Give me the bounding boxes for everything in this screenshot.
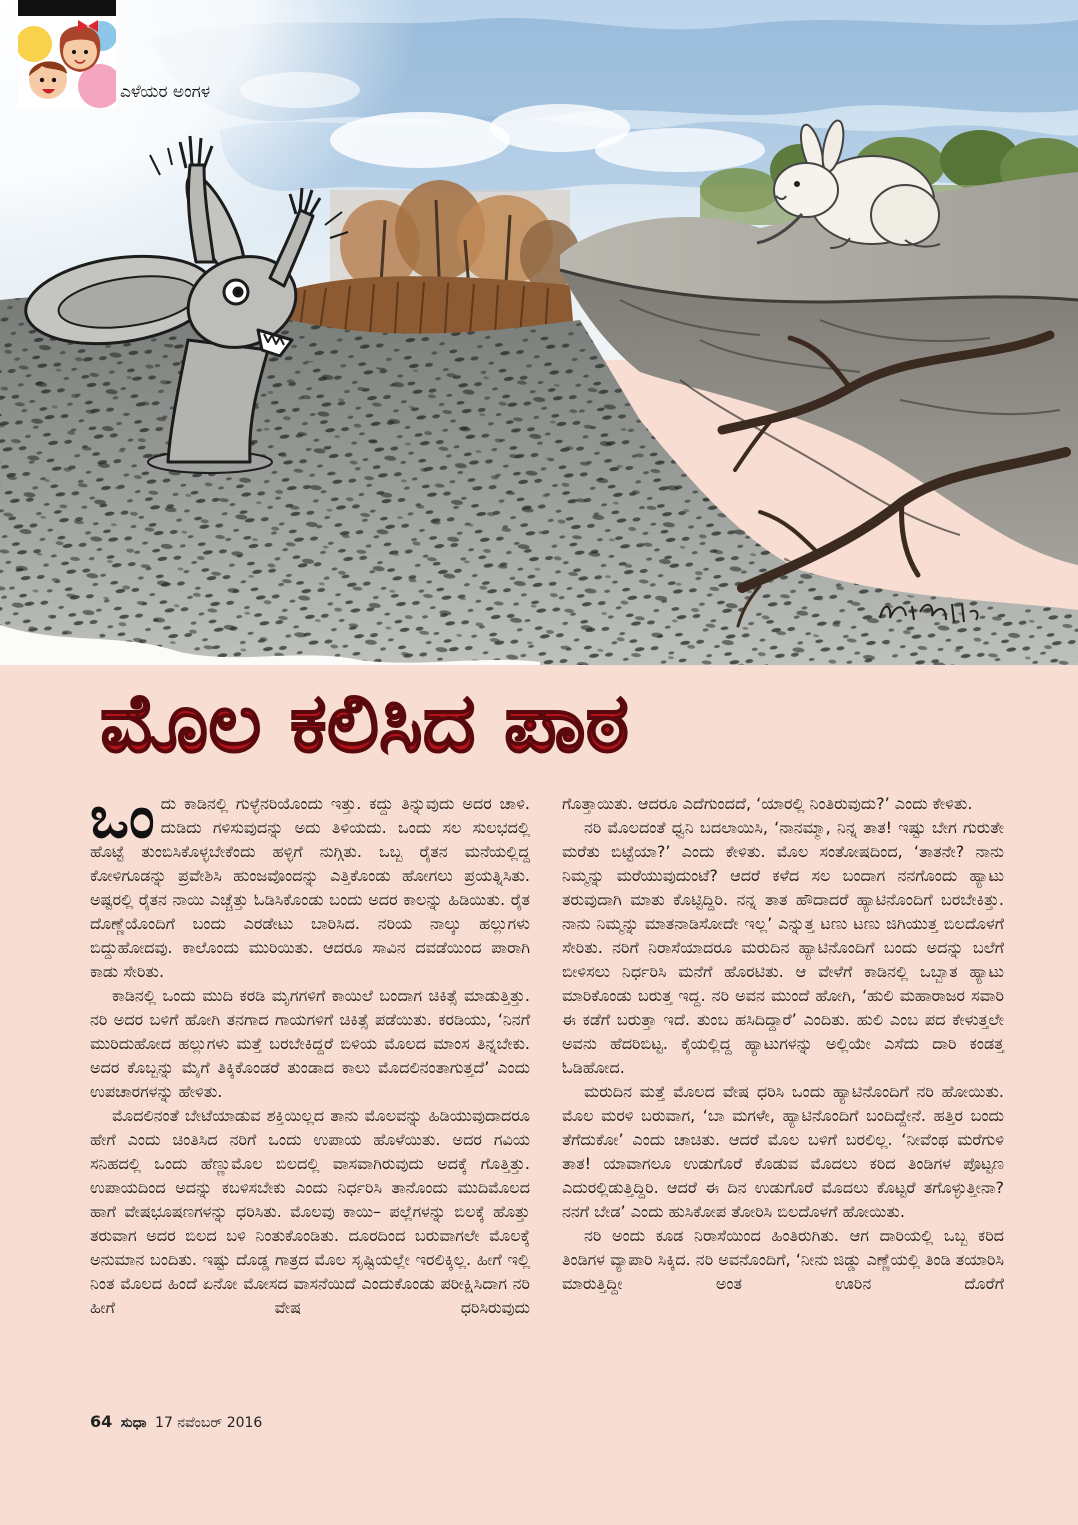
section-label: ಎಳೆಯರ ಅಂಗಳ (120, 82, 211, 102)
article-title: ಮೊಲ ಕಲಿಸಿದ ಪಾಠ (100, 675, 630, 771)
text-column-left (90, 783, 530, 1320)
paragraph: ಮೊದಲಿನಂತೆ ಬೇಟೆಯಾಡುವ ಶಕ್ತಿಯಿಲ್ಲದ ತಾನು ಮೊಲವನ್ನು ಹಿಡಿಯುವುದಾದರೂ ಹೇಗೆ ಎಂದು ಚಿಂತಿಸಿದ ನರಿಗೆ ಒಂದು ಉಪಾಯ ಹೊಳೆಯಿತು. ಅದರ ಗವಿಯ ಸನಿಹದಲ್ಲಿ ಒಂದು ಹೆಣ್ಣುಮೊಲ ಬಿಲದಲ್ಲಿ ವಾಸವಾಗಿರುವುದು ಅದಕ್ಕೆ ಗೊತ್ತಿತ್ತು. ಉಪಾಯದಿಂದ ಅದನ್ನು ಕಬಳಿಸಬೇಕು ಎಂದು ನಿರ್ಧರಿಸಿ ತಾನೊಂದು ಮುದಿಮೊಲದ ಹಾಗೆ ವೇಷಭೂಷಣಗಳನ್ನು ಧರಿಸಿತು. ಮೊಲವು ಕಾಯಿ– ಪಲ್ಲೆಗಳನ್ನು ಬಿಲಕ್ಕೆ ಹೊತ್ತು ತರುವಾಗ ಅದರ ಬಿಲದ ಬಳಿ ನಿಂತುಕೊಂಡಿತು. ದೂರದಿಂದ ಬರುವಾಗಲೇ ಮೊಲಕ್ಕೆ ಅನುಮಾನ ಬಂದಿತು. ಇಷ್ಟು ದೊಡ್ಡ ಗಾತ್ರದ ಮೊಲ ಸೃಷ್ಟಿಯಲ್ಲೇ ಇರಲಿಕ್ಕಿಲ್ಲ. ಹೀಗೆ ಇಲ್ಲಿ ನಿಂತ ಮೊಲದ ಹಿಂದೆ ಏನೋ ಮೋಸದ ವಾಸನೆಯಿದೆ ಎಂದುಕೊಂಡು ಪರೀಕ್ಷಿಸಿದಾಗ ನರಿ ಹೀಗೆ ವೇಷ ಧರಿಸಿರುವುದು (90, 1106, 530, 1317)
paragraph: ಕಾಡಿನಲ್ಲಿ ಒಂದು ಮುದಿ ಕರಡಿ ಮೃಗಗಳಿಗೆ ಕಾಯಿಲೆ ಬಂದಾಗ ಚಿಕಿತ್ಸೆ ಮಾಡುತ್ತಿತ್ತು. ನರಿ ಅದರ ಬಳಿಗೆ ಹೋಗಿ ತನಗಾದ ಗಾಯಗಳಿಗೆ ಚಿಕಿತ್ಸೆ ಪಡೆಯಿತು. ಕರಡಿಯು, ‘ನಿನಗೆ ಮುರಿದುಹೋದ ಹಲ್ಲುಗಳು ಮತ್ತೆ ಬರಬೇಕಿದ್ದರೆ ಬಿಳಿಯ ಮೊಲದ ಮಾಂಸ ತಿನ್ನಬೇಕು. ಅದರ ಕೊಬ್ಬನ್ನು ಮೈಗೆ ತಿಕ್ಕಿಕೊಂಡರೆ ತುಂಡಾದ ಕಾಲು ಮೊದಲಿನಂತಾಗುತ್ತದೆ’ ಎಂದು ಉಪಚಾರಗಳನ್ನು ಹೇಳಿತು. (90, 986, 530, 1101)
paragraph: ಮರುದಿನ ಮತ್ತೆ ಮೊಲದ ವೇಷ ಧರಿಸಿ ಒಂದು ಹ್ಯಾಟಿನೊಂದಿಗೆ ನರಿ ಹೋಯಿತು. ಮೊಲ ಮರಳಿ ಬರುವಾಗ, ‘ಬಾ ಮಗಳೇ, ಹ್ಯಾಟಿನೊಂದಿಗೆ ಬಂದಿದ್ದೇನೆ. ಹತ್ತಿರ ಬಂದು ತೆಗೆದುಕೋ’ ಎಂದು ಚಾಚಿತು. ಆದರೆ ಮೊಲ ಬಳಿಗೆ ಬರಲಿಲ್ಲ. ‘ನೀವೆಂಥ ಮರೆಗುಳಿ ತಾತ! ಯಾವಾಗಲೂ ಉಡುಗೊರೆ ಕೊಡುವ ಮೊದಲು ಕರಿದ ತಿಂಡಿಗಳ ಪೊಟ್ಟಣ ಎದುರಲ್ಲಿಡುತ್ತಿದ್ದಿರಿ. ಆದರೆ ಈ ದಿನ ಉಡುಗೊರೆ ಮೊದಲು ಕೊಟ್ಟರೆ ತಗೊಳ್ಳುತ್ತೀನಾ? ನನಗೆ ಬೇಡ’ ಎಂದು ಹುಸಿಕೋಪ ತೋರಿಸಿ ಬಿಲದೊಳಗೆ ಹೋಯಿತು. (562, 1082, 1004, 1221)
page-footer (90, 1412, 262, 1431)
paragraph (90, 783, 530, 984)
paragraph: ನರಿ ಮೊಲದಂತೆ ಧ್ವನಿ ಬದಲಾಯಿಸಿ, ‘ನಾನಮ್ಮಾ, ನಿನ್ನ ತಾತ! ಇಷ್ಟು ಬೇಗ ಗುರುತೇ ಮರೆತು ಬಿಟ್ಟೆಯಾ?’ ಎಂದು ಕೇಳಿತು. ಮೊಲ ಸಂತೋಷದಿಂದ, ‘ತಾತನೇ? ನಾನು ನಿಮ್ಮನ್ನು ಮರೆಯುವುದುಂಟೆ? ಆದರೆ ಕಳೆದ ಸಲ ಬಂದಾಗ ನನಗೊಂದು ಹ್ಯಾಟು ತರುವುದಾಗಿ ಮಾತು ಕೊಟ್ಟಿದ್ದಿರಿ. ನನ್ನ ತಾತ ಹೌದಾದರೆ ಹ್ಯಾಟಿನೊಂದಿಗೆ ಬರಬೇಕಿತ್ತು. ನಾನು ನಿಮ್ಮನ್ನು ಮಾತನಾಡಿಸೋದೇ ಇಲ್ಲ’ ಎನ್ನುತ್ತ ಟಣು ಟಣು ಜಿಗಿಯುತ್ತ ಬಿಲದೊಳಗೆ ಸೇರಿತು. ನರಿಗೆ ನಿರಾಸೆಯಾದರೂ ಮರುದಿನ ಹ್ಯಾಟಿನೊಂದಿಗೆ ಬಂದು ಅದನ್ನು ಬಲೆಗೆ ಬೀಳಿಸಲು ನಿರ್ಧರಿಸಿ ಮನೆಗೆ ಹೊರಟಿತು. ಆ ವೇಳೆಗೆ ಕಾಡಿನಲ್ಲಿ ಒಬ್ಬಾತ ಹ್ಯಾಟು ಮಾರಿಕೊಂಡು ಬರುತ್ತ ಇದ್ದ. ನರಿ ಅವನ ಮುಂದೆ ಹೋಗಿ, ‘ಹುಲಿ ಮಹಾರಾಜರ ಸವಾರಿ ಈ ಕಡೆಗೆ ಬರುತ್ತಾ ಇದೆ. ತುಂಬ ಹಸಿದಿದ್ದಾರೆ’ ಎಂದಿತು. ಹುಲಿ ಎಂಬ ಪದ ಕೇಳುತ್ತಲೇ ಅವನು ಹೆದರಿಬಿಟ್ಟ. ಕೈಯಲ್ಲಿದ್ದ ಹ್ಯಾಟುಗಳನ್ನು ಅಲ್ಲಿಯೇ ಎಸೆದು ದಾರಿ ಕಂಡತ್ತ ಓಡಿಹೋದ. (562, 818, 1004, 1077)
paragraph-text: ದು ಕಾಡಿನಲ್ಲಿ ಗುಳ್ಳೆನರಿಯೊಂದು ಇತ್ತು. ಕದ್ದು ತಿನ್ನುವುದು ಅದರ ಚಾಳಿ. ದುಡಿದು ಗಳಿಸುವುದನ್ನು ಅದು ತಿಳಿಯದು. ಒಂದು ಸಲ ಸುಲಭದಲ್ಲಿ ಹೊಟ್ಟೆ ತುಂಬಿಸಿಕೊಳ್ಳಬೇಕೆಂದು ಹಳ್ಳಿಗೆ ನುಗ್ಗಿತು. ಒಬ್ಬ ರೈತನ ಮನೆಯಲ್ಲಿದ್ದ ಕೋಳಿಗೂಡನ್ನು ಪ್ರವೇಶಿಸಿ ಹುಂಜವೊಂದನ್ನು ಎತ್ತಿಕೊಂಡು ಹೋಗಲು ಪ್ರಯತ್ನಿಸಿತು. ಅಷ್ಟರಲ್ಲಿ ರೈತನ ನಾಯಿ ಎಚ್ಚೆತ್ತು ಓಡಿಸಿಕೊಂಡು ಬಂದು ಅದರ ಕಾಲನ್ನು ಹಿಡಿಯಿತು. ರೈತ ದೊಣ್ಣೆಯೊಂದಿಗೆ ಬಂದು ಎರಡೇಟು ಬಾರಿಸಿದ. ನರಿಯ ನಾಲ್ಕು ಹಲ್ಲುಗಳು ಬಿದ್ದುಹೋದವು. ಕಾಲೊಂದು ಮುರಿಯಿತು. ಆದರೂ ಸಾವಿನ ದವಡೆಯಿಂದ ಪಾರಾಗಿ ಕಾಡು ಸೇರಿತು. (90, 794, 530, 981)
paragraph: ನರಿ ಅಂದು ಕೂಡ ನಿರಾಸೆಯಿಂದ ಹಿಂತಿರುಗಿತು. ಆಗ ದಾರಿಯಲ್ಲಿ ಒಬ್ಬ ಕರಿದ ತಿಂಡಿಗಳ ವ್ಯಾಪಾರಿ ಸಿಕ್ಕಿದ. ನರಿ ಅವನೊಂದಿಗೆ, ‘ನೀನು ಜಿಡ್ಡು ಎಣ್ಣೆಯಲ್ಲಿ ತಿಂಡಿ ತಯಾರಿಸಿ ಮಾರುತ್ತಿದ್ದೀ ಅಂತ ಊರಿನ ದೊರೆಗೆ (562, 1226, 1004, 1293)
issue-date: 17 ನವೆಂಬರ್ 2016 (155, 1415, 263, 1431)
magazine-name: ಸುಧಾ (120, 1415, 147, 1431)
drop-cap: ಒಂ (90, 783, 155, 851)
text-column-right (562, 792, 1004, 1296)
page-number: 64 (90, 1412, 113, 1431)
paragraph-continued: ಗೊತ್ತಾಯಿತು. ಆದರೂ ಎದೆಗುಂದದೆ, ‘ಯಾರಲ್ಲಿ ನಿಂತಿರುವುದು?’ ಎಂದು ಕೇಳಿತು. (562, 794, 973, 813)
boy-face-icon (29, 61, 67, 99)
section-logo (18, 0, 116, 108)
autumn-trees (290, 180, 580, 345)
